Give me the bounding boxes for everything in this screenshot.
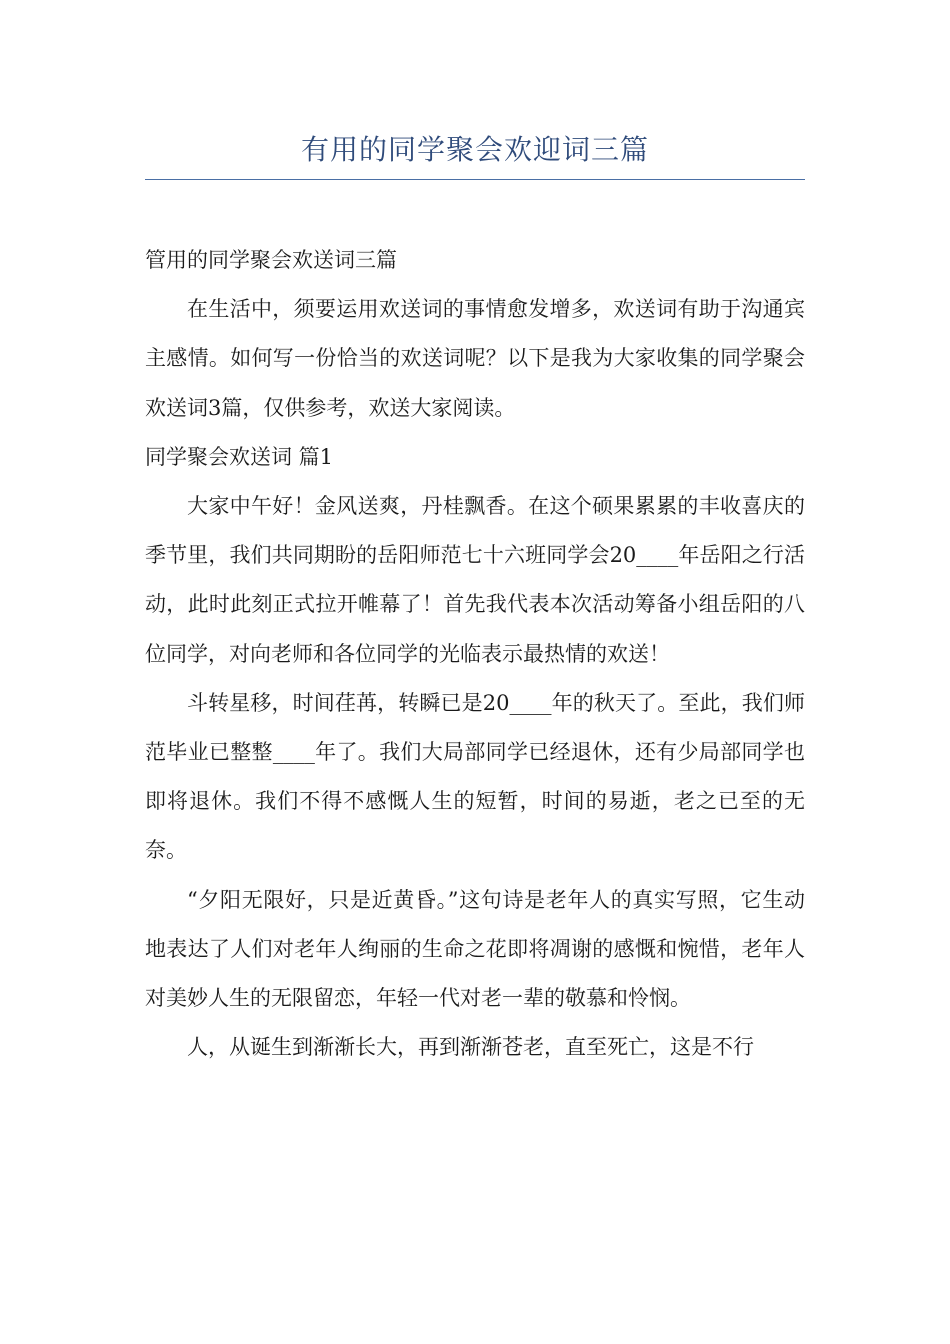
document-body xyxy=(145,236,805,1072)
body-paragraph: 大家中午好！金风送爽，丹桂飘香。在这个硕果累累的丰收喜庆的季节里，我们共同期盼的岳阳师范七十六班同学会20____年岳阳之行活动，此时此刻正式拉开帷幕了！首先我代表本次活动筹备小组岳阳的八位同学，对向老师和各位同学的光临表示最热情的欢送！ xyxy=(145,494,805,666)
section-heading: 管用的同学聚会欢送词三篇 xyxy=(145,248,397,272)
body-paragraph: 在生活中，须要运用欢送词的事情愈发增多，欢送词有助于沟通宾主感情。如何写一份恰当的欢送词呢？以下是我为大家收集的同学聚会欢送词3篇，仅供参考，欢送大家阅读。 xyxy=(145,297,805,420)
section-heading: 同学聚会欢送词 篇1 xyxy=(145,444,334,469)
body-paragraph: 人，从诞生到渐渐长大，再到渐渐苍老，直至死亡，这是不行 xyxy=(187,1035,754,1060)
title-underline xyxy=(145,179,805,180)
body-paragraph: “夕阳无限好，只是近黄昏。”这句诗是老年人的真实写照，它生动地表达了人们对老年人绚丽的生命之花即将凋谢的感慨和惋惜，老年人对美妙人生的无限留恋，年轻一代对老一辈的敬慕和怜悯。 xyxy=(145,887,805,1011)
body-paragraph: 斗转星移，时间荏苒，转瞬已是20____年的秋天了。至此，我们师范毕业已整整____年了。我们大局部同学已经退休，还有少局部同学也即将退休。我们不得不感慨人生的短暂，时间的易逝，老之已至的无奈。 xyxy=(145,690,805,863)
document-title: 有用的同学聚会欢迎词三篇 xyxy=(300,133,649,166)
